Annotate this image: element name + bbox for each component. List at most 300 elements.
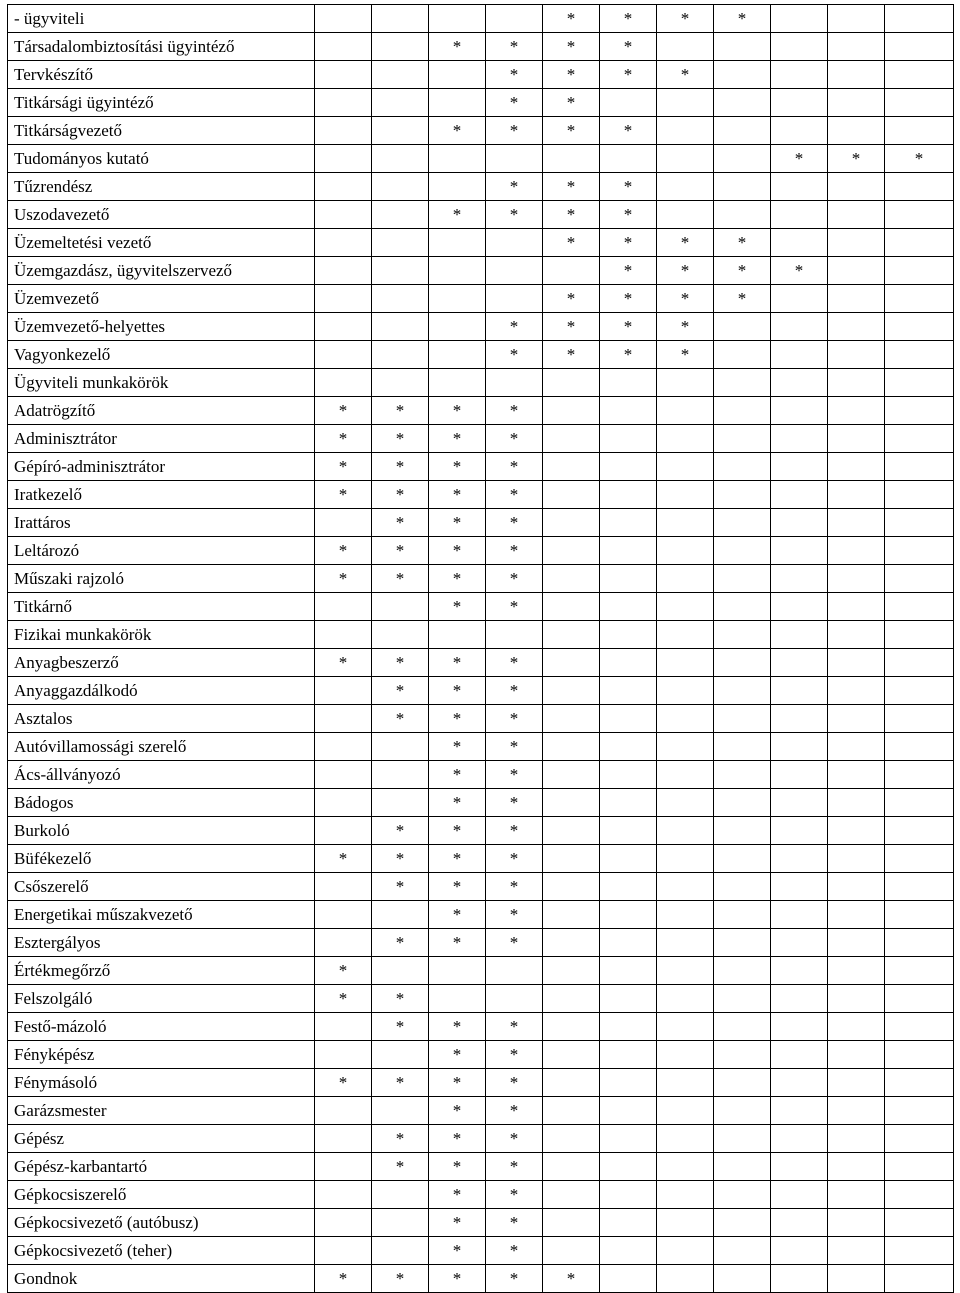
grade-cell: [543, 873, 600, 901]
grade-cell: *: [429, 593, 486, 621]
grade-cell: *: [315, 425, 372, 453]
grade-cell: *: [486, 117, 543, 145]
grade-cell: [885, 341, 954, 369]
job-title-cell: Titkárnő: [8, 593, 315, 621]
grade-cell: [600, 929, 657, 957]
grade-cell: *: [486, 89, 543, 117]
grade-cell: [372, 733, 429, 761]
grade-cell: *: [486, 537, 543, 565]
grade-cell: *: [543, 1265, 600, 1293]
grade-cell: *: [429, 1209, 486, 1237]
job-title-cell: Asztalos: [8, 705, 315, 733]
grade-cell: *: [372, 985, 429, 1013]
grade-cell: [600, 509, 657, 537]
grade-cell: *: [486, 649, 543, 677]
table-row: [8, 1209, 954, 1237]
grade-cell: [771, 1069, 828, 1097]
table-row: [8, 397, 954, 425]
grade-cell: [600, 565, 657, 593]
grade-cell: [714, 1125, 771, 1153]
grade-cell: [600, 817, 657, 845]
table-row: [8, 901, 954, 929]
grade-cell: *: [543, 229, 600, 257]
grade-cell: *: [543, 117, 600, 145]
grade-cell: [600, 145, 657, 173]
grade-cell: [657, 1125, 714, 1153]
grade-cell: [600, 761, 657, 789]
grade-cell: [600, 621, 657, 649]
grade-cell: [543, 565, 600, 593]
grade-cell: [714, 761, 771, 789]
grade-cell: [486, 285, 543, 313]
grade-cell: [600, 873, 657, 901]
job-title-cell: Üzemeltetési vezető: [8, 229, 315, 257]
grade-cell: [771, 1013, 828, 1041]
grade-cell: [657, 173, 714, 201]
grade-cell: [828, 1265, 885, 1293]
grade-cell: [714, 985, 771, 1013]
grade-cell: [543, 845, 600, 873]
grade-cell: [771, 509, 828, 537]
grade-cell: [771, 845, 828, 873]
grade-cell: [543, 901, 600, 929]
table-row: [8, 117, 954, 145]
grade-cell: [828, 453, 885, 481]
grade-cell: *: [486, 901, 543, 929]
grade-cell: *: [600, 117, 657, 145]
grade-cell: [828, 1181, 885, 1209]
grade-cell: [543, 453, 600, 481]
grade-cell: [771, 1097, 828, 1125]
grade-cell: *: [429, 33, 486, 61]
grade-cell: [429, 5, 486, 33]
table-row: [8, 621, 954, 649]
grade-cell: [885, 509, 954, 537]
grade-cell: [600, 1209, 657, 1237]
grade-cell: *: [429, 397, 486, 425]
table-row: [8, 313, 954, 341]
grade-cell: [771, 705, 828, 733]
grade-cell: [372, 593, 429, 621]
grade-cell: [315, 257, 372, 285]
grade-cell: *: [543, 5, 600, 33]
grade-cell: *: [429, 1265, 486, 1293]
table-row: [8, 537, 954, 565]
job-title-cell: Energetikai műszakvezető: [8, 901, 315, 929]
grade-cell: [657, 873, 714, 901]
table-row: [8, 369, 954, 397]
table-row: [8, 173, 954, 201]
grade-cell: [543, 1041, 600, 1069]
grade-cell: [885, 285, 954, 313]
grade-cell: [543, 425, 600, 453]
grade-cell: [828, 5, 885, 33]
grade-cell: [372, 313, 429, 341]
grade-cell: [657, 425, 714, 453]
grade-cell: [885, 537, 954, 565]
grade-cell: [315, 929, 372, 957]
grade-cell: [315, 621, 372, 649]
grade-cell: [372, 621, 429, 649]
grade-cell: [486, 985, 543, 1013]
grade-cell: [885, 817, 954, 845]
grade-cell: *: [771, 257, 828, 285]
grade-cell: [657, 453, 714, 481]
grade-cell: *: [600, 61, 657, 89]
job-title-cell: Gondnok: [8, 1265, 315, 1293]
grade-cell: [771, 537, 828, 565]
grade-cell: [486, 145, 543, 173]
grade-cell: *: [486, 1265, 543, 1293]
job-title-cell: Iratkezelő: [8, 481, 315, 509]
grade-cell: *: [486, 873, 543, 901]
table-row: [8, 61, 954, 89]
grade-cell: [885, 929, 954, 957]
grade-cell: [543, 1153, 600, 1181]
grade-cell: [372, 33, 429, 61]
grade-cell: [828, 873, 885, 901]
grade-cell: [771, 789, 828, 817]
grade-cell: [543, 957, 600, 985]
grade-cell: [771, 957, 828, 985]
grade-cell: [315, 285, 372, 313]
grade-cell: [543, 705, 600, 733]
grade-cell: [771, 229, 828, 257]
grade-cell: [714, 145, 771, 173]
grade-cell: [885, 1013, 954, 1041]
table-row: [8, 873, 954, 901]
grade-cell: [600, 649, 657, 677]
job-title-cell: Üzemgazdász, ügyvitelszervező: [8, 257, 315, 285]
job-title-cell: Gépkocsivezető (autóbusz): [8, 1209, 315, 1237]
grade-cell: *: [486, 313, 543, 341]
grade-cell: [771, 341, 828, 369]
grade-cell: [828, 705, 885, 733]
grade-cell: [657, 145, 714, 173]
grade-cell: *: [372, 481, 429, 509]
grade-cell: [372, 201, 429, 229]
grade-cell: [543, 649, 600, 677]
grade-cell: [543, 537, 600, 565]
grade-cell: [315, 145, 372, 173]
grade-cell: [486, 957, 543, 985]
grade-cell: *: [486, 817, 543, 845]
grade-cell: [657, 845, 714, 873]
job-grade-table: [7, 4, 954, 1293]
grade-cell: [543, 929, 600, 957]
grade-cell: [714, 929, 771, 957]
grade-cell: *: [486, 453, 543, 481]
grade-cell: [486, 621, 543, 649]
grade-cell: *: [429, 537, 486, 565]
table-row: [8, 1097, 954, 1125]
grade-cell: [600, 1013, 657, 1041]
table-row: [8, 1041, 954, 1069]
grade-cell: *: [372, 677, 429, 705]
job-title-cell: Adatrögzítő: [8, 397, 315, 425]
table-row: [8, 453, 954, 481]
grade-cell: [372, 789, 429, 817]
job-title-cell: Garázsmester: [8, 1097, 315, 1125]
table-row: [8, 1265, 954, 1293]
grade-cell: [714, 341, 771, 369]
grade-cell: [885, 957, 954, 985]
grade-cell: [771, 1153, 828, 1181]
grade-cell: [657, 957, 714, 985]
grade-cell: [315, 5, 372, 33]
grade-cell: [714, 481, 771, 509]
table-row: [8, 33, 954, 61]
grade-cell: [315, 313, 372, 341]
grade-cell: [372, 229, 429, 257]
grade-cell: [885, 733, 954, 761]
grade-cell: *: [714, 5, 771, 33]
grade-cell: [543, 1237, 600, 1265]
grade-cell: [315, 873, 372, 901]
grade-cell: [315, 229, 372, 257]
grade-cell: [714, 817, 771, 845]
grade-cell: [429, 173, 486, 201]
job-title-cell: Titkárságvezető: [8, 117, 315, 145]
grade-cell: [714, 397, 771, 425]
grade-cell: *: [372, 873, 429, 901]
grade-cell: [372, 61, 429, 89]
grade-cell: [771, 117, 828, 145]
grade-cell: [486, 5, 543, 33]
grade-cell: [885, 649, 954, 677]
table-row: [8, 201, 954, 229]
grade-cell: [372, 369, 429, 397]
table-row: [8, 425, 954, 453]
grade-cell: [714, 453, 771, 481]
grade-cell: [714, 957, 771, 985]
grade-cell: [543, 677, 600, 705]
grade-cell: *: [828, 145, 885, 173]
grade-cell: [657, 1069, 714, 1097]
grade-cell: *: [600, 257, 657, 285]
grade-cell: [771, 817, 828, 845]
table-row: [8, 593, 954, 621]
grade-cell: *: [486, 173, 543, 201]
job-title-cell: Fizikai munkakörök: [8, 621, 315, 649]
grade-cell: [600, 985, 657, 1013]
grade-cell: *: [429, 845, 486, 873]
job-title-cell: Műszaki rajzoló: [8, 565, 315, 593]
grade-cell: [771, 453, 828, 481]
grade-cell: [657, 593, 714, 621]
grade-cell: *: [429, 733, 486, 761]
grade-cell: [657, 1097, 714, 1125]
grade-cell: *: [372, 453, 429, 481]
grade-cell: *: [543, 61, 600, 89]
grade-cell: [543, 1125, 600, 1153]
grade-cell: [714, 1237, 771, 1265]
grade-cell: [885, 257, 954, 285]
grade-cell: [885, 5, 954, 33]
grade-cell: [828, 845, 885, 873]
grade-cell: [600, 453, 657, 481]
grade-cell: [600, 1069, 657, 1097]
grade-cell: [714, 369, 771, 397]
grade-cell: [885, 845, 954, 873]
grade-cell: [657, 1041, 714, 1069]
table-row: [8, 257, 954, 285]
grade-cell: [600, 677, 657, 705]
grade-cell: *: [543, 173, 600, 201]
grade-cell: *: [429, 453, 486, 481]
grade-cell: [429, 89, 486, 117]
grade-cell: [429, 145, 486, 173]
job-title-cell: Gépíró-adminisztrátor: [8, 453, 315, 481]
grade-cell: [714, 649, 771, 677]
grade-cell: [714, 33, 771, 61]
grade-cell: [315, 61, 372, 89]
table-row: [8, 649, 954, 677]
job-title-cell: Anyaggazdálkodó: [8, 677, 315, 705]
grade-cell: [657, 117, 714, 145]
grade-cell: *: [600, 201, 657, 229]
grade-cell: *: [600, 341, 657, 369]
table-row: [8, 565, 954, 593]
grade-cell: [828, 1125, 885, 1153]
grade-cell: [543, 985, 600, 1013]
grade-cell: [714, 1181, 771, 1209]
table-row: [8, 845, 954, 873]
grade-cell: [714, 593, 771, 621]
grade-cell: *: [486, 845, 543, 873]
grade-cell: *: [429, 565, 486, 593]
grade-cell: *: [486, 481, 543, 509]
job-title-cell: Üzemvezető: [8, 285, 315, 313]
grade-cell: [315, 1237, 372, 1265]
grade-cell: *: [372, 565, 429, 593]
table-row: [8, 145, 954, 173]
grade-cell: [771, 649, 828, 677]
grade-cell: *: [429, 1041, 486, 1069]
grade-cell: [771, 1125, 828, 1153]
grade-cell: [885, 985, 954, 1013]
grade-cell: [429, 61, 486, 89]
table-row: [8, 1069, 954, 1097]
table-row: [8, 509, 954, 537]
grade-cell: [657, 901, 714, 929]
grade-cell: *: [429, 1237, 486, 1265]
grade-cell: [885, 61, 954, 89]
grade-cell: [657, 369, 714, 397]
grade-cell: [714, 509, 771, 537]
grade-cell: *: [429, 649, 486, 677]
grade-cell: [828, 537, 885, 565]
grade-cell: [828, 733, 885, 761]
grade-cell: [657, 89, 714, 117]
grade-cell: [714, 845, 771, 873]
grade-cell: [771, 1209, 828, 1237]
grade-cell: *: [429, 201, 486, 229]
grade-cell: [885, 1153, 954, 1181]
grade-cell: [714, 1209, 771, 1237]
grade-cell: [543, 1013, 600, 1041]
grade-cell: *: [486, 1209, 543, 1237]
grade-cell: [372, 957, 429, 985]
grade-cell: *: [714, 257, 771, 285]
grade-cell: *: [372, 929, 429, 957]
grade-cell: *: [486, 705, 543, 733]
job-title-cell: Adminisztrátor: [8, 425, 315, 453]
grade-cell: [885, 1041, 954, 1069]
grade-cell: *: [657, 285, 714, 313]
grade-cell: [771, 985, 828, 1013]
grade-cell: *: [543, 341, 600, 369]
grade-cell: *: [372, 537, 429, 565]
grade-cell: [315, 509, 372, 537]
table-row: [8, 1237, 954, 1265]
grade-cell: *: [372, 1125, 429, 1153]
grade-cell: [429, 313, 486, 341]
grade-cell: [828, 481, 885, 509]
job-title-cell: Gépész: [8, 1125, 315, 1153]
grade-cell: [429, 341, 486, 369]
grade-cell: [429, 957, 486, 985]
grade-cell: [828, 425, 885, 453]
grade-cell: *: [486, 929, 543, 957]
grade-cell: [600, 957, 657, 985]
grade-cell: [828, 789, 885, 817]
job-title-cell: Csőszerelő: [8, 873, 315, 901]
grade-cell: [315, 173, 372, 201]
job-title-cell: Értékmegőrző: [8, 957, 315, 985]
job-title-cell: Gépkocsivezető (teher): [8, 1237, 315, 1265]
grade-cell: [771, 201, 828, 229]
grade-cell: *: [657, 61, 714, 89]
grade-cell: *: [372, 1265, 429, 1293]
grade-cell: [828, 649, 885, 677]
job-title-cell: - ügyviteli: [8, 5, 315, 33]
grade-cell: *: [372, 1153, 429, 1181]
grade-cell: [714, 173, 771, 201]
grade-cell: [714, 1097, 771, 1125]
grade-cell: [885, 1209, 954, 1237]
job-title-cell: Tudományos kutató: [8, 145, 315, 173]
grade-cell: [828, 677, 885, 705]
grade-cell: *: [429, 817, 486, 845]
grade-cell: *: [429, 677, 486, 705]
grade-cell: [315, 789, 372, 817]
grade-cell: [315, 705, 372, 733]
grade-cell: *: [543, 313, 600, 341]
grade-cell: [885, 117, 954, 145]
grade-cell: *: [486, 201, 543, 229]
grade-cell: [600, 1097, 657, 1125]
grade-cell: [771, 761, 828, 789]
grade-cell: [771, 873, 828, 901]
grade-cell: *: [429, 761, 486, 789]
grade-cell: [885, 1125, 954, 1153]
grade-cell: [543, 621, 600, 649]
grade-cell: [828, 1209, 885, 1237]
grade-cell: *: [429, 117, 486, 145]
grade-cell: [315, 201, 372, 229]
grade-cell: [657, 33, 714, 61]
grade-cell: *: [657, 257, 714, 285]
grade-cell: *: [486, 761, 543, 789]
grade-cell: [714, 425, 771, 453]
grade-cell: [372, 901, 429, 929]
table-row: [8, 705, 954, 733]
grade-cell: [543, 1069, 600, 1097]
grade-cell: *: [372, 1013, 429, 1041]
job-title-cell: Irattáros: [8, 509, 315, 537]
grade-cell: [828, 565, 885, 593]
